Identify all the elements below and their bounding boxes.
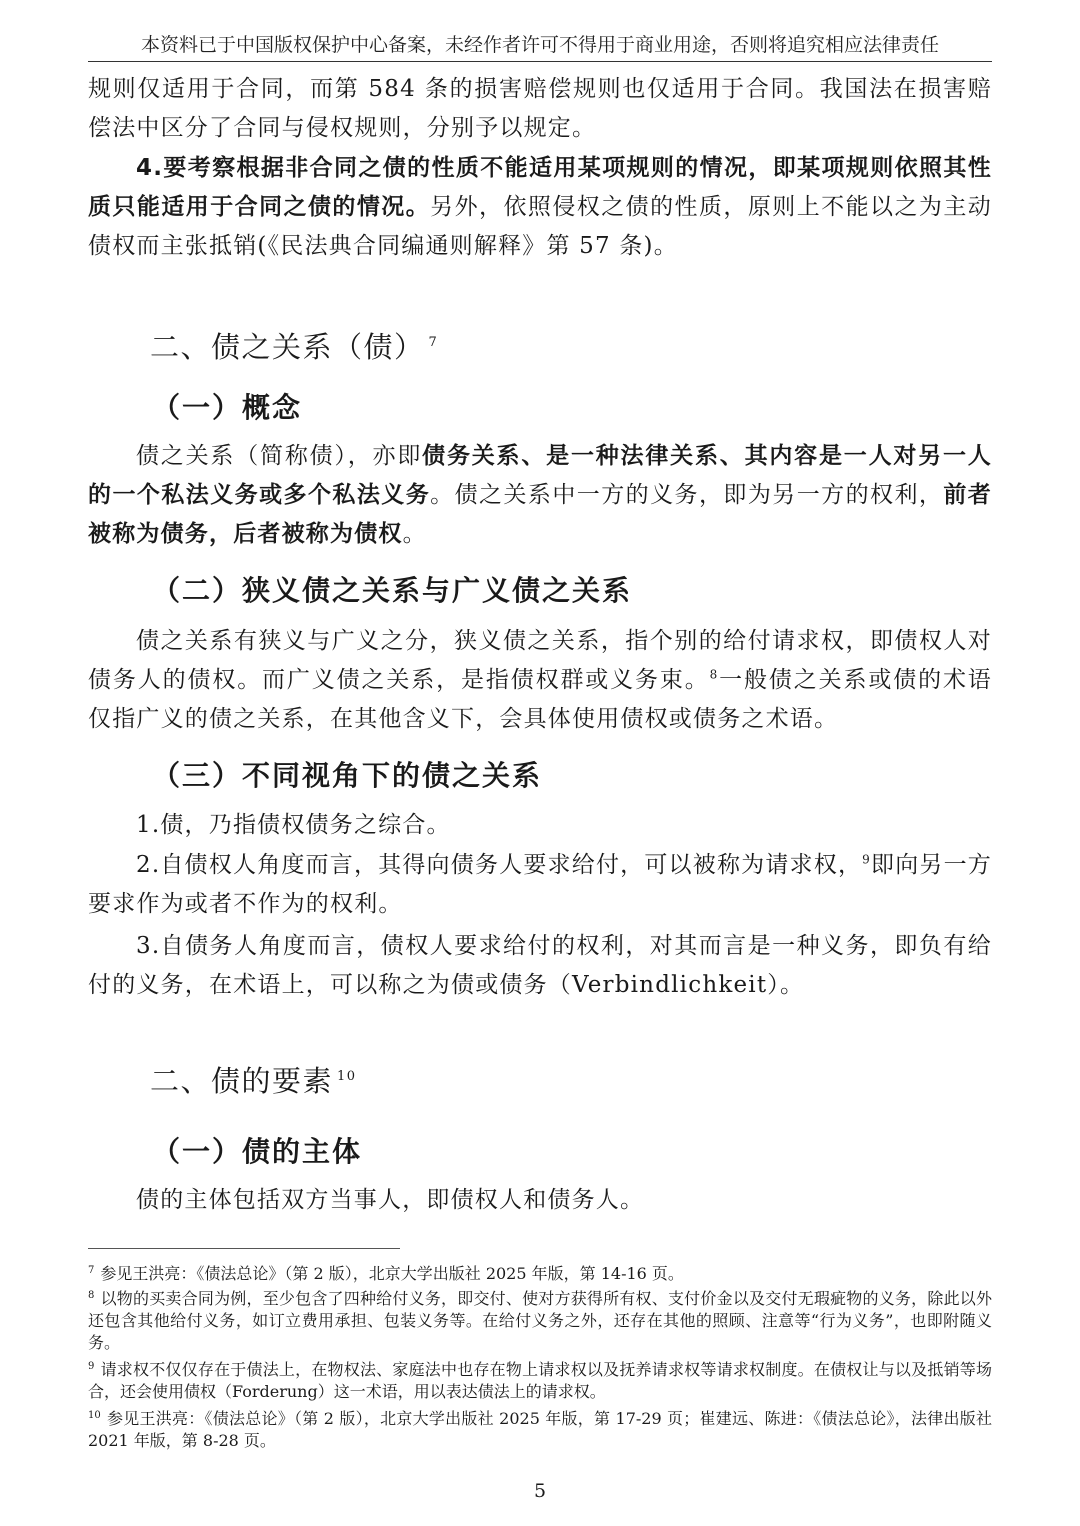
footnote-7-text: 参见王洪亮：《债法总论》（第 2 版），北京大学出版社 2025 年版，第 14-16 页。 — [100, 1264, 684, 1283]
footnote-9-text: 请求权不仅仅存在于债法上，在物权法、家庭法中也存在物上请求权以及抚养请求权等请求权制度。在债权让与以及抵销等场合，还会使用债权（Forderung）这一术语，用以表达债法上的请求权。 — [88, 1360, 992, 1401]
section-heading-debt-relation — [150, 325, 438, 366]
paragraph-5: 1.债，乃指债权债务之综合。 — [136, 812, 451, 838]
subheading-perspectives: （三）不同视角下的债之关系 — [152, 759, 543, 792]
footnote-ref-8: 8 — [709, 667, 719, 682]
footnote-10-number: 10 — [88, 1409, 101, 1421]
subheading-concept: （一）概念 — [152, 391, 303, 424]
paragraph-4 — [88, 622, 992, 739]
paragraph-3 — [88, 437, 992, 554]
paragraph-8: 债的主体包括双方当事人，即债权人和债务人。 — [136, 1187, 645, 1213]
paragraph-4-text-1: 债之关系有狭义与广义之分，狭义债之关系，指个别的给付请求权，即债权人对债务人的债权。而广义债之关系，是指债权群或义务束。 — [88, 628, 992, 693]
paragraph-6-text-2: 即向另一方要求作为或者不作为的权利。 — [88, 852, 992, 917]
footnote-8-number: 8 — [88, 1289, 95, 1301]
paragraph-3-text-3: 。 — [402, 521, 427, 547]
footnote-ref-10: 10 — [337, 1069, 357, 1085]
paragraph-2-text: 另外，依照侵权之债的性质，原则上不能以之为主动债权而主张抵销(《民法典合同编通则解释》第 57 条)。 — [88, 194, 992, 259]
footnote-10-text: 参见王洪亮：《债法总论》（第 2 版），北京大学出版社 2025 年版，第 17-29 页；崔建远、陈进：《债法总论》，法律出版社 2021 年版，第 8-28 页。 — [88, 1409, 992, 1450]
subheading-debt-subject: （一）债的主体 — [152, 1135, 363, 1168]
paragraph-3-bold-2: 前者被称为债务，后者被称为债权 — [88, 482, 992, 547]
paragraph-1: 规则仅适用于合同，而第 584 条的损害赔偿规则也仅适用于合同。我国法在损害赔偿法中区分了合同与侵权规则，分别予以规定。 — [88, 76, 992, 141]
paragraph-2 — [88, 149, 992, 266]
paragraph-4-text-2: 一般债之关系或债的术语仅指广义的债之关系，在其他含义下，会具体使用债权或债务之术语。 — [88, 667, 993, 732]
paragraph-6 — [88, 846, 992, 924]
paragraph-3-text-2: 。债之关系中一方的义务，即为另一方的权利， — [430, 482, 944, 508]
footnote-ref-7: 7 — [428, 335, 439, 351]
paragraph-7: 3.自债务人角度而言，债权人要求给付的权利，对其而言是一种义务，即负有给付的义务，在术语上，可以称之为债或债务（Verbindlichkeit）。 — [88, 933, 992, 998]
footnote-7-number: 7 — [88, 1264, 95, 1276]
paragraph-2-bold: 4.要考察根据非合同之债的性质不能适用某项规则的情况，即某项规则依照其性质只能适用于合同之债的情况。 — [88, 155, 992, 220]
footnote-9-number: 9 — [88, 1360, 95, 1372]
footnote-7 — [88, 1263, 992, 1285]
footnote-8 — [88, 1288, 992, 1354]
page-number: 5 — [533, 1480, 547, 1502]
footnote-ref-9: 9 — [862, 852, 871, 867]
copyright-header: 本资料已于中国版权保护中心备案，未经作者许可不得用于商业用途，否则将追究相应法律责任 — [140, 34, 939, 56]
subheading-narrow-broad: （二）狭义债之关系与广义债之关系 — [152, 574, 633, 607]
footnote-10 — [88, 1408, 992, 1452]
paragraph-3-text-1: 债之关系（简称债），亦即 — [136, 443, 423, 469]
footnote-8-text: 以物的买卖合同为例，至少包含了四种给付义务，即交付、使对方获得所有权、支付价金以及交付无瑕疵物的义务，除此以外还包含其他给付义务，如订立费用承担、包装义务等。在给付义务之外，还存在其他的照顾、注意等“行为义务”，也即附随义务。 — [88, 1289, 992, 1352]
section-heading-debt-elements — [150, 1059, 357, 1100]
section-heading-debt-elements-title: 二、债的要素 — [150, 1064, 334, 1098]
paragraph-3-bold-1: 债务关系、是一种法律关系、其内容是一人对另一人的一个私法义务或多个私法义务 — [88, 443, 992, 508]
section-heading-debt-relation-title: 二、债之关系（债） — [150, 330, 425, 364]
footnote-9 — [88, 1359, 992, 1403]
paragraph-6-text-1: 2.自债权人角度而言，其得向债务人要求给付，可以被称为请求权， — [136, 852, 863, 878]
footnote-divider — [88, 1248, 400, 1249]
header-divider — [88, 61, 992, 62]
